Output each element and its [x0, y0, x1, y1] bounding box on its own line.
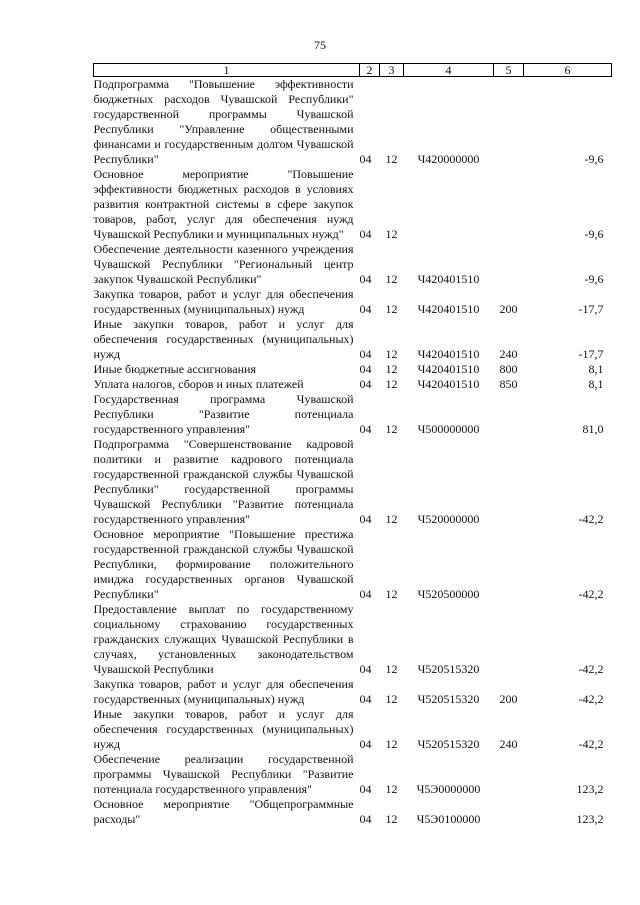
cell-name: Уплата налогов, сборов и иных платежей	[93, 377, 304, 391]
cell-name: Обеспечение реализации государственной программы Чувашской Республики "Развитие потенциала государственного управления"	[93, 752, 354, 796]
table-row	[94, 362, 612, 377]
table-row	[94, 287, 612, 317]
cell-sum: -42,2	[578, 512, 604, 526]
header-col-5: 5	[494, 64, 524, 77]
cell-sum: 8,1	[588, 377, 604, 391]
cell-csr: Ч420401510	[417, 272, 480, 286]
cell-vr	[494, 242, 524, 287]
cell-rz: 04	[359, 272, 372, 286]
cell-sum: -42,2	[578, 587, 604, 601]
cell-pr: 12	[385, 512, 398, 526]
cell-name: Основное мероприятие "Повышение престижа государственной гражданской службы Чувашской Республики, формирование положительного имиджа государственных органов Чувашской Республики"	[93, 527, 354, 601]
cell-sum: -9,6	[584, 227, 604, 241]
cell-rz: 04	[359, 587, 372, 601]
cell-vr	[494, 437, 524, 527]
table-row	[94, 242, 612, 287]
cell-pr: 12	[385, 662, 398, 676]
table-row	[94, 677, 612, 707]
cell-csr: Ч5Э0000000	[416, 782, 481, 796]
cell-vr: 850	[499, 377, 518, 391]
cell-vr	[494, 602, 524, 677]
cell-vr	[494, 167, 524, 242]
header-col-6: 6	[524, 64, 612, 77]
table-row	[94, 797, 612, 827]
cell-vr: 240	[499, 347, 518, 361]
cell-name: Иные закупки товаров, работ и услуг для обеспечения государственных (муниципальных) нужд	[93, 707, 354, 751]
cell-pr: 12	[385, 227, 398, 241]
cell-csr: Ч420401510	[417, 362, 480, 376]
cell-vr: 200	[499, 692, 518, 706]
cell-rz: 04	[359, 737, 372, 751]
header-col-4: 4	[404, 64, 494, 77]
cell-rz: 04	[359, 422, 372, 436]
cell-csr: Ч520500000	[417, 587, 480, 601]
cell-vr	[494, 797, 524, 827]
header-col-3: 3	[380, 64, 404, 77]
header-col-2: 2	[360, 64, 380, 77]
cell-csr: Ч520515320	[417, 737, 480, 751]
cell-sum: -42,2	[578, 662, 604, 676]
cell-vr: 800	[499, 362, 518, 376]
table-row	[94, 752, 612, 797]
cell-vr	[494, 392, 524, 437]
budget-table	[93, 63, 612, 827]
cell-name: Предоставление выплат по государственному социальному страхованию государственных гражданских служащих Чувашской Республики в случаях, установленных законодательством Чувашской Республики	[93, 602, 354, 676]
cell-sum: -9,6	[584, 272, 604, 286]
cell-vr: 240	[499, 737, 518, 751]
table-row	[94, 437, 612, 527]
cell-pr: 12	[385, 377, 398, 391]
cell-name: Иные закупки товаров, работ и услуг для обеспечения государственных (муниципальных) нужд	[93, 317, 354, 361]
cell-sum: -9,6	[584, 152, 604, 166]
cell-vr	[494, 752, 524, 797]
table-body	[94, 77, 612, 828]
cell-pr: 12	[385, 347, 398, 361]
cell-name: Обеспечение деятельности казенного учреждения Чувашской Республики "Региональный центр закупок Чувашской Республики"	[93, 242, 354, 286]
cell-sum: 8,1	[588, 362, 604, 376]
cell-pr: 12	[385, 422, 398, 436]
cell-rz: 04	[359, 782, 372, 796]
cell-sum: 123,2	[576, 782, 604, 796]
cell-rz: 04	[359, 662, 372, 676]
cell-name: Основное мероприятие "Повышение эффективности бюджетных расходов в условиях развития контрактной системы в сфере закупок товаров, работ, услуг для обеспечения нужд Чувашской Республики и муниципальных нужд"	[93, 167, 354, 241]
table-header-row	[94, 64, 612, 77]
cell-vr	[494, 77, 524, 168]
table-row	[94, 377, 612, 392]
cell-rz: 04	[359, 347, 372, 361]
cell-pr: 12	[385, 152, 398, 166]
cell-rz: 04	[359, 812, 372, 826]
cell-sum: -42,2	[578, 737, 604, 751]
cell-rz: 04	[359, 227, 372, 241]
cell-csr: Ч420401510	[417, 347, 480, 361]
cell-name: Закупка товаров, работ и услуг для обеспечения государственных (муниципальных) нужд	[93, 677, 354, 706]
cell-name: Иные бюджетные ассигнования	[93, 362, 256, 376]
cell-name: Государственная программа Чувашской Республики "Развитие потенциала государственного управления"	[93, 392, 354, 436]
cell-rz: 04	[359, 512, 372, 526]
cell-name: Подпрограмма "Повышение эффективности бюджетных расходов Чувашской Республики" государственной программы Чувашской Республики "Управление общественными финансами и государственным долгом Чувашской Республики"	[93, 77, 354, 166]
cell-csr: Ч420401510	[417, 377, 480, 391]
cell-csr: Ч420000000	[417, 152, 480, 166]
table-row	[94, 167, 612, 242]
cell-vr	[494, 527, 524, 602]
table-row	[94, 707, 612, 752]
cell-rz: 04	[359, 377, 372, 391]
table-row	[94, 602, 612, 677]
cell-csr: Ч520515320	[417, 692, 480, 706]
cell-sum: -42,2	[578, 692, 604, 706]
cell-name: Основное мероприятие "Общепрограммные расходы"	[93, 797, 354, 826]
cell-pr: 12	[385, 302, 398, 316]
cell-csr: Ч420401510	[417, 302, 480, 316]
cell-rz: 04	[359, 362, 372, 376]
cell-rz: 04	[359, 692, 372, 706]
cell-sum: -17,7	[578, 302, 604, 316]
table-row	[94, 77, 612, 168]
cell-sum: 81,0	[582, 422, 604, 436]
cell-pr: 12	[385, 362, 398, 376]
table-row	[94, 317, 612, 362]
cell-pr: 12	[385, 812, 398, 826]
cell-pr: 12	[385, 782, 398, 796]
table-row	[94, 527, 612, 602]
cell-rz: 04	[359, 302, 372, 316]
cell-csr: Ч5Э0100000	[416, 812, 481, 826]
cell-csr: Ч520000000	[417, 512, 480, 526]
cell-csr: Ч500000000	[417, 422, 480, 436]
cell-pr: 12	[385, 587, 398, 601]
header-col-1: 1	[94, 64, 360, 77]
cell-pr: 12	[385, 692, 398, 706]
cell-pr: 12	[385, 737, 398, 751]
page-number: 75	[314, 38, 326, 52]
cell-rz: 04	[359, 152, 372, 166]
cell-name: Закупка товаров, работ и услуг для обеспечения государственных (муниципальных) нужд	[93, 287, 354, 316]
table-row	[94, 392, 612, 437]
cell-csr	[404, 167, 494, 242]
cell-csr: Ч520515320	[417, 662, 480, 676]
cell-sum: 123,2	[576, 812, 604, 826]
cell-pr: 12	[385, 272, 398, 286]
cell-sum: -17,7	[578, 347, 604, 361]
cell-vr: 200	[499, 302, 518, 316]
cell-name: Подпрограмма "Совершенствование кадровой политики и развитие кадрового потенциала государственной гражданской службы Чувашской Республики" государственной программы Чувашской Республики "Развитие потенциала государственного управления"	[93, 437, 354, 526]
